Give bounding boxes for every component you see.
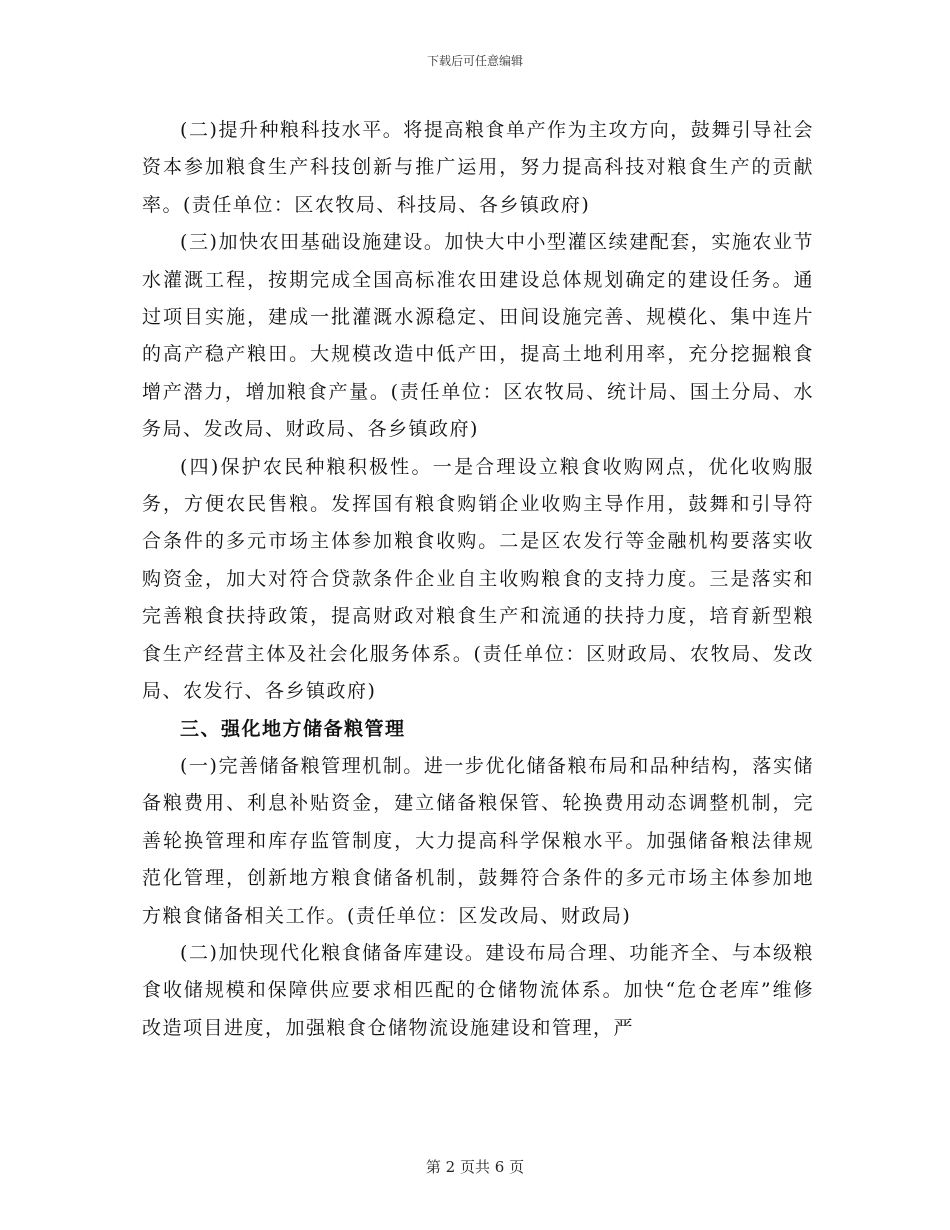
- paragraph-improve-grain-technology: (二)提升种粮科技水平。将提高粮食单产作为主攻方向，鼓舞引导社会资本参加粮食生产科技创新与推广运用，努力提高科技对粮食生产的贡献率。(责任单位：区农牧局、科技局、各乡镇政府): [142, 119, 814, 216]
- paragraph-protect-farmer-enthusiasm: (四)保护农民种粮积极性。一是合理设立粮食收购网点，优化收购服务，方便农民售粮。发挥国有粮食购销企业收购主导作用，鼓舞和引导符合条件的多元市场主体参加粮食收购。二是区农发行等金融机构要落实收购资金，加大对符合贷款条件企业自主收购粮食的支持力度。三是落实和完善粮食扶持政策，提高财政对粮食生产和流通的扶持力度，培育新型粮食生产经营主体及社会化服务体系。(责任单位：区财政局、农牧局、发改局、农发行、各乡镇政府): [142, 455, 814, 703]
- paragraph-farmland-infrastructure: (三)加快农田基础设施建设。加快大中小型灌区续建配套，实施农业节水灌溉工程，按期完成全国高标准农田建设总体规划确定的建设任务。通过项目实施，建成一批灌溉水源稳定、田间设施完善、规模化、集中连片的高产稳产粮田。大规模改造中低产田，提高土地利用率，充分挖掘粮食增产潜力，增加粮食产量。(责任单位：区农牧局、统计局、国土分局、水务局、发改局、财政局、各乡镇政府): [142, 231, 814, 441]
- page-header-note: 下载后可任意编辑: [426, 54, 523, 68]
- paragraph-reserve-mechanism: (一)完善储备粮管理机制。进一步优化储备粮布局和品种结构，落实储备粮费用、利息补贴资金，建立储备粮保管、轮换费用动态调整机制，完善轮换管理和库存监管制度，大力提高科学保粮水平。加强储备粮法律规范化管理，创新地方粮食储备机制，鼓舞符合条件的多元市场主体参加地方粮食储备相关工作。(责任单位：区发改局、财政局): [142, 754, 814, 927]
- document-body: [142, 112, 814, 1047]
- section-heading-reserve-grain: 三、强化地方储备粮管理: [180, 717, 406, 740]
- page-number: 第 2 页共 6 页: [425, 1158, 525, 1176]
- paragraph-reserve-warehouse: (二)加快现代化粮食储备库建设。建设布局合理、功能齐全、与本级粮食收储规模和保障供应要求相匹配的仓储物流体系。加快“危仓老库”维修改造项目进度，加强粮食仓储物流设施建设和管理，严: [142, 941, 814, 1039]
